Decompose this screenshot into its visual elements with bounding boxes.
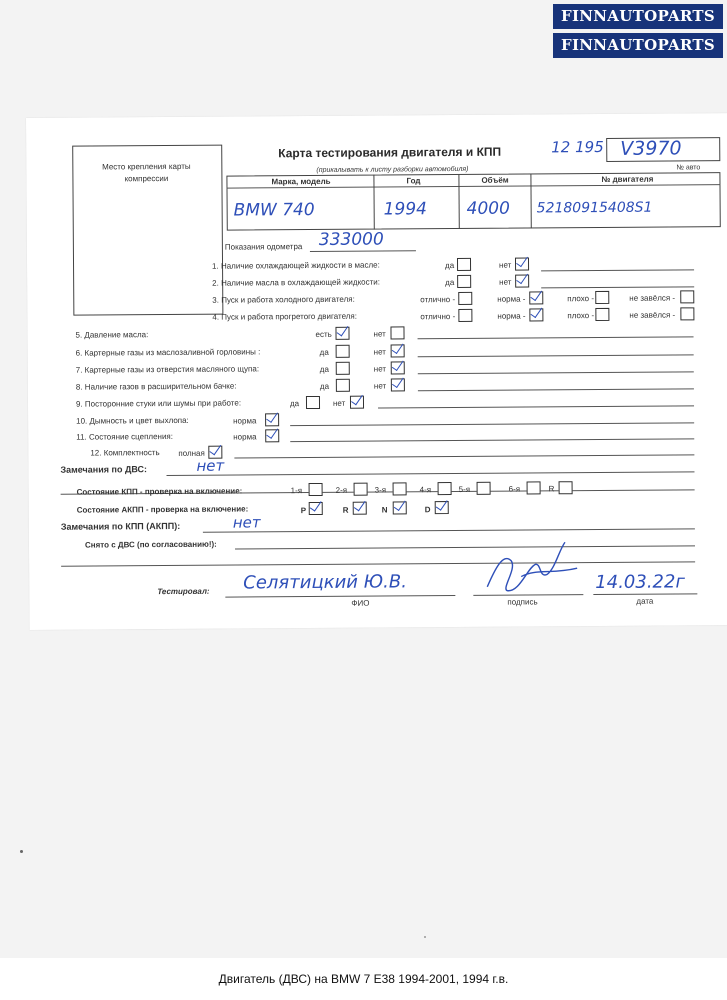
card-subtitle: (прикалывать к листу разборки автомобиля) <box>316 165 469 174</box>
check-2-label: 2. Наличие масла в охлаждающей жидкости: <box>212 277 380 288</box>
check-4-label: 4. Пуск и работа прогретого двигателя: <box>212 311 358 322</box>
check-2-yes-box[interactable] <box>457 275 471 288</box>
kpp-gear-3-box[interactable] <box>393 482 407 495</box>
handwritten-vin: V3970 <box>620 137 682 160</box>
tested-label: Тестировал: <box>157 586 210 597</box>
check-12-label: 12. Комплектность <box>90 448 160 458</box>
check-8-label: 8. Наличие газов в расширительном бачке: <box>75 381 237 392</box>
check-1-no-box[interactable] <box>515 257 529 270</box>
check-3-not-started-box[interactable] <box>680 290 694 303</box>
check-4-bad-box[interactable] <box>595 308 609 321</box>
engine-test-card: Место крепления карты компрессии Карта тестирования двигателя и КПП 12 195 V3970 (прикалывать к листу разборки автомобиля) № авто Марка, модель Год Объём № двигателя BMW 740 1994 4000 52180915408S1 Показания одометра 333000 1. Наличие охлаждающей жидкости в масле: да нет 2. Наличие масла в охлаждающей жидкости: да нет 3. Пуск и работа холодного двигателя: отлично - норма - плохо - не завёлся - 4. Пуск и работа прогретого двигателя: отлично - норма - плохо - не завёлся - 5. Давление масла: есть нет 6. Картерные газы из маслозаливной горловины : да нет 7. Картерные газы из отверстия масляного щупа: да нет 8. Наличие газов в расширительном бачке: да нет 9. Посторонние стуки или шумы при работе: да нет 10. Дымность и цвет выхлопа: норма 11. Состояние сцепления: норма 12. Комплектность полная Замечания по ДВС: нет Состояние КПП - проверка на включение: 1-я 2-я 3-я 4-я 5-я 6-я R Состояние АКПП - проверка на включение: P R N D Замечания по КПП (АКПП): нет Снято с ДВС (по согласованию!): Тестировал: Селятицкий Ю.В. ФИО подпись 14.03.22г дата <box>26 113 727 630</box>
akpp-gear-n-box[interactable] <box>393 501 407 514</box>
check-10-label: 10. Дымность и цвет выхлопа: <box>76 415 189 426</box>
signature-label: подпись <box>507 597 538 607</box>
check-8-yes-box[interactable] <box>336 379 350 392</box>
check-3-normal-box[interactable] <box>529 291 543 304</box>
check-6-yes-box[interactable] <box>336 345 350 358</box>
year-value: 1994 <box>383 199 427 220</box>
handwritten-number: 12 195 <box>551 137 604 157</box>
engine-value: 52180915408S1 <box>536 199 653 217</box>
kpp-gear-6-box[interactable] <box>527 481 541 494</box>
check-7-yes-box[interactable] <box>336 362 350 375</box>
check-6-label: 6. Картерные газы из маслозаливной горловины : <box>75 347 261 358</box>
compression-card-label: Место крепления карты компрессии <box>102 161 191 184</box>
check-4-excellent-box[interactable] <box>458 309 472 322</box>
col-year: Год <box>406 176 421 186</box>
check-4-normal-box[interactable] <box>529 308 543 321</box>
check-2-no-box[interactable] <box>515 274 529 287</box>
check-5-no-box[interactable] <box>390 326 404 339</box>
col-make: Марка, модель <box>271 176 331 187</box>
check-1-label: 1. Наличие охлаждающей жидкости в масле: <box>212 260 380 271</box>
check-8-no-box[interactable] <box>391 378 405 391</box>
check-5-label: 5. Давление масла: <box>75 330 149 340</box>
dvs-notes-value: нет <box>196 456 225 475</box>
image-caption: Двигатель (ДВС) на BMW 7 E38 1994-2001, 1994 г.в. <box>0 958 727 1000</box>
akpp-gear-d-box[interactable] <box>435 501 449 514</box>
check-7-label: 7. Картерные газы из отверстия масляного щупа: <box>75 364 260 375</box>
kpp-gear-4-box[interactable] <box>438 482 452 495</box>
kpp-notes-value: нет <box>232 513 261 532</box>
odometer-value: 333000 <box>318 229 384 250</box>
kpp-gear-2-box[interactable] <box>354 483 368 496</box>
kpp-gear-r-box[interactable] <box>559 481 573 494</box>
check-9-yes-box[interactable] <box>306 396 320 409</box>
akpp-gear-p-box[interactable] <box>309 502 323 515</box>
date-value: 14.03.22г <box>595 571 685 594</box>
make-value: BMW 740 <box>233 199 315 221</box>
tester-value: Селятицкий Ю.В. <box>243 571 407 594</box>
akpp-gear-r-box[interactable] <box>353 502 367 515</box>
signature-mark <box>481 538 581 599</box>
check-1-yes-box[interactable] <box>457 258 471 271</box>
akpp-label: Состояние АКПП - проверка на включение: <box>76 504 249 515</box>
watermark-logo: FINNAUTOPARTS <box>553 33 723 58</box>
card-title: Карта тестирования двигателя и КПП <box>278 144 502 161</box>
check-9-no-box[interactable] <box>350 396 364 409</box>
kpp-gear-1-box[interactable] <box>309 483 323 496</box>
removed-label: Снято с ДВС (по согласованию!): <box>84 539 217 550</box>
odometer-label: Показания одометра <box>224 242 303 252</box>
kpp-gear-5-box[interactable] <box>477 482 491 495</box>
check-10-norm-box[interactable] <box>265 413 279 426</box>
volume-value: 4000 <box>466 198 510 219</box>
check-7-no-box[interactable] <box>391 361 405 374</box>
kpp-notes-label: Замечания по КПП (АКПП): <box>60 520 181 532</box>
check-5-is-box[interactable] <box>335 327 349 340</box>
col-volume: Объём <box>481 175 509 185</box>
check-6-no-box[interactable] <box>391 344 405 357</box>
check-9-label: 9. Посторонние стуки или шумы при работе: <box>75 398 242 409</box>
check-4-not-started-box[interactable] <box>680 307 694 320</box>
fio-label: ФИО <box>351 598 370 608</box>
col-auto: № авто <box>676 164 701 172</box>
check-11-norm-box[interactable] <box>265 429 279 442</box>
check-3-bad-box[interactable] <box>595 291 609 304</box>
kpp-label: Состояние КПП - проверка на включение: <box>76 486 243 497</box>
col-engine: № двигателя <box>601 174 654 184</box>
watermark-logo: FINNAUTOPARTS <box>553 4 723 29</box>
check-3-label: 3. Пуск и работа холодного двигателя: <box>212 294 355 305</box>
check-3-excellent-box[interactable] <box>458 292 472 305</box>
date-label: дата <box>636 596 654 606</box>
check-11-label: 11. Состояние сцепления: <box>76 431 173 442</box>
dvs-notes-label: Замечания по ДВС: <box>60 464 148 475</box>
